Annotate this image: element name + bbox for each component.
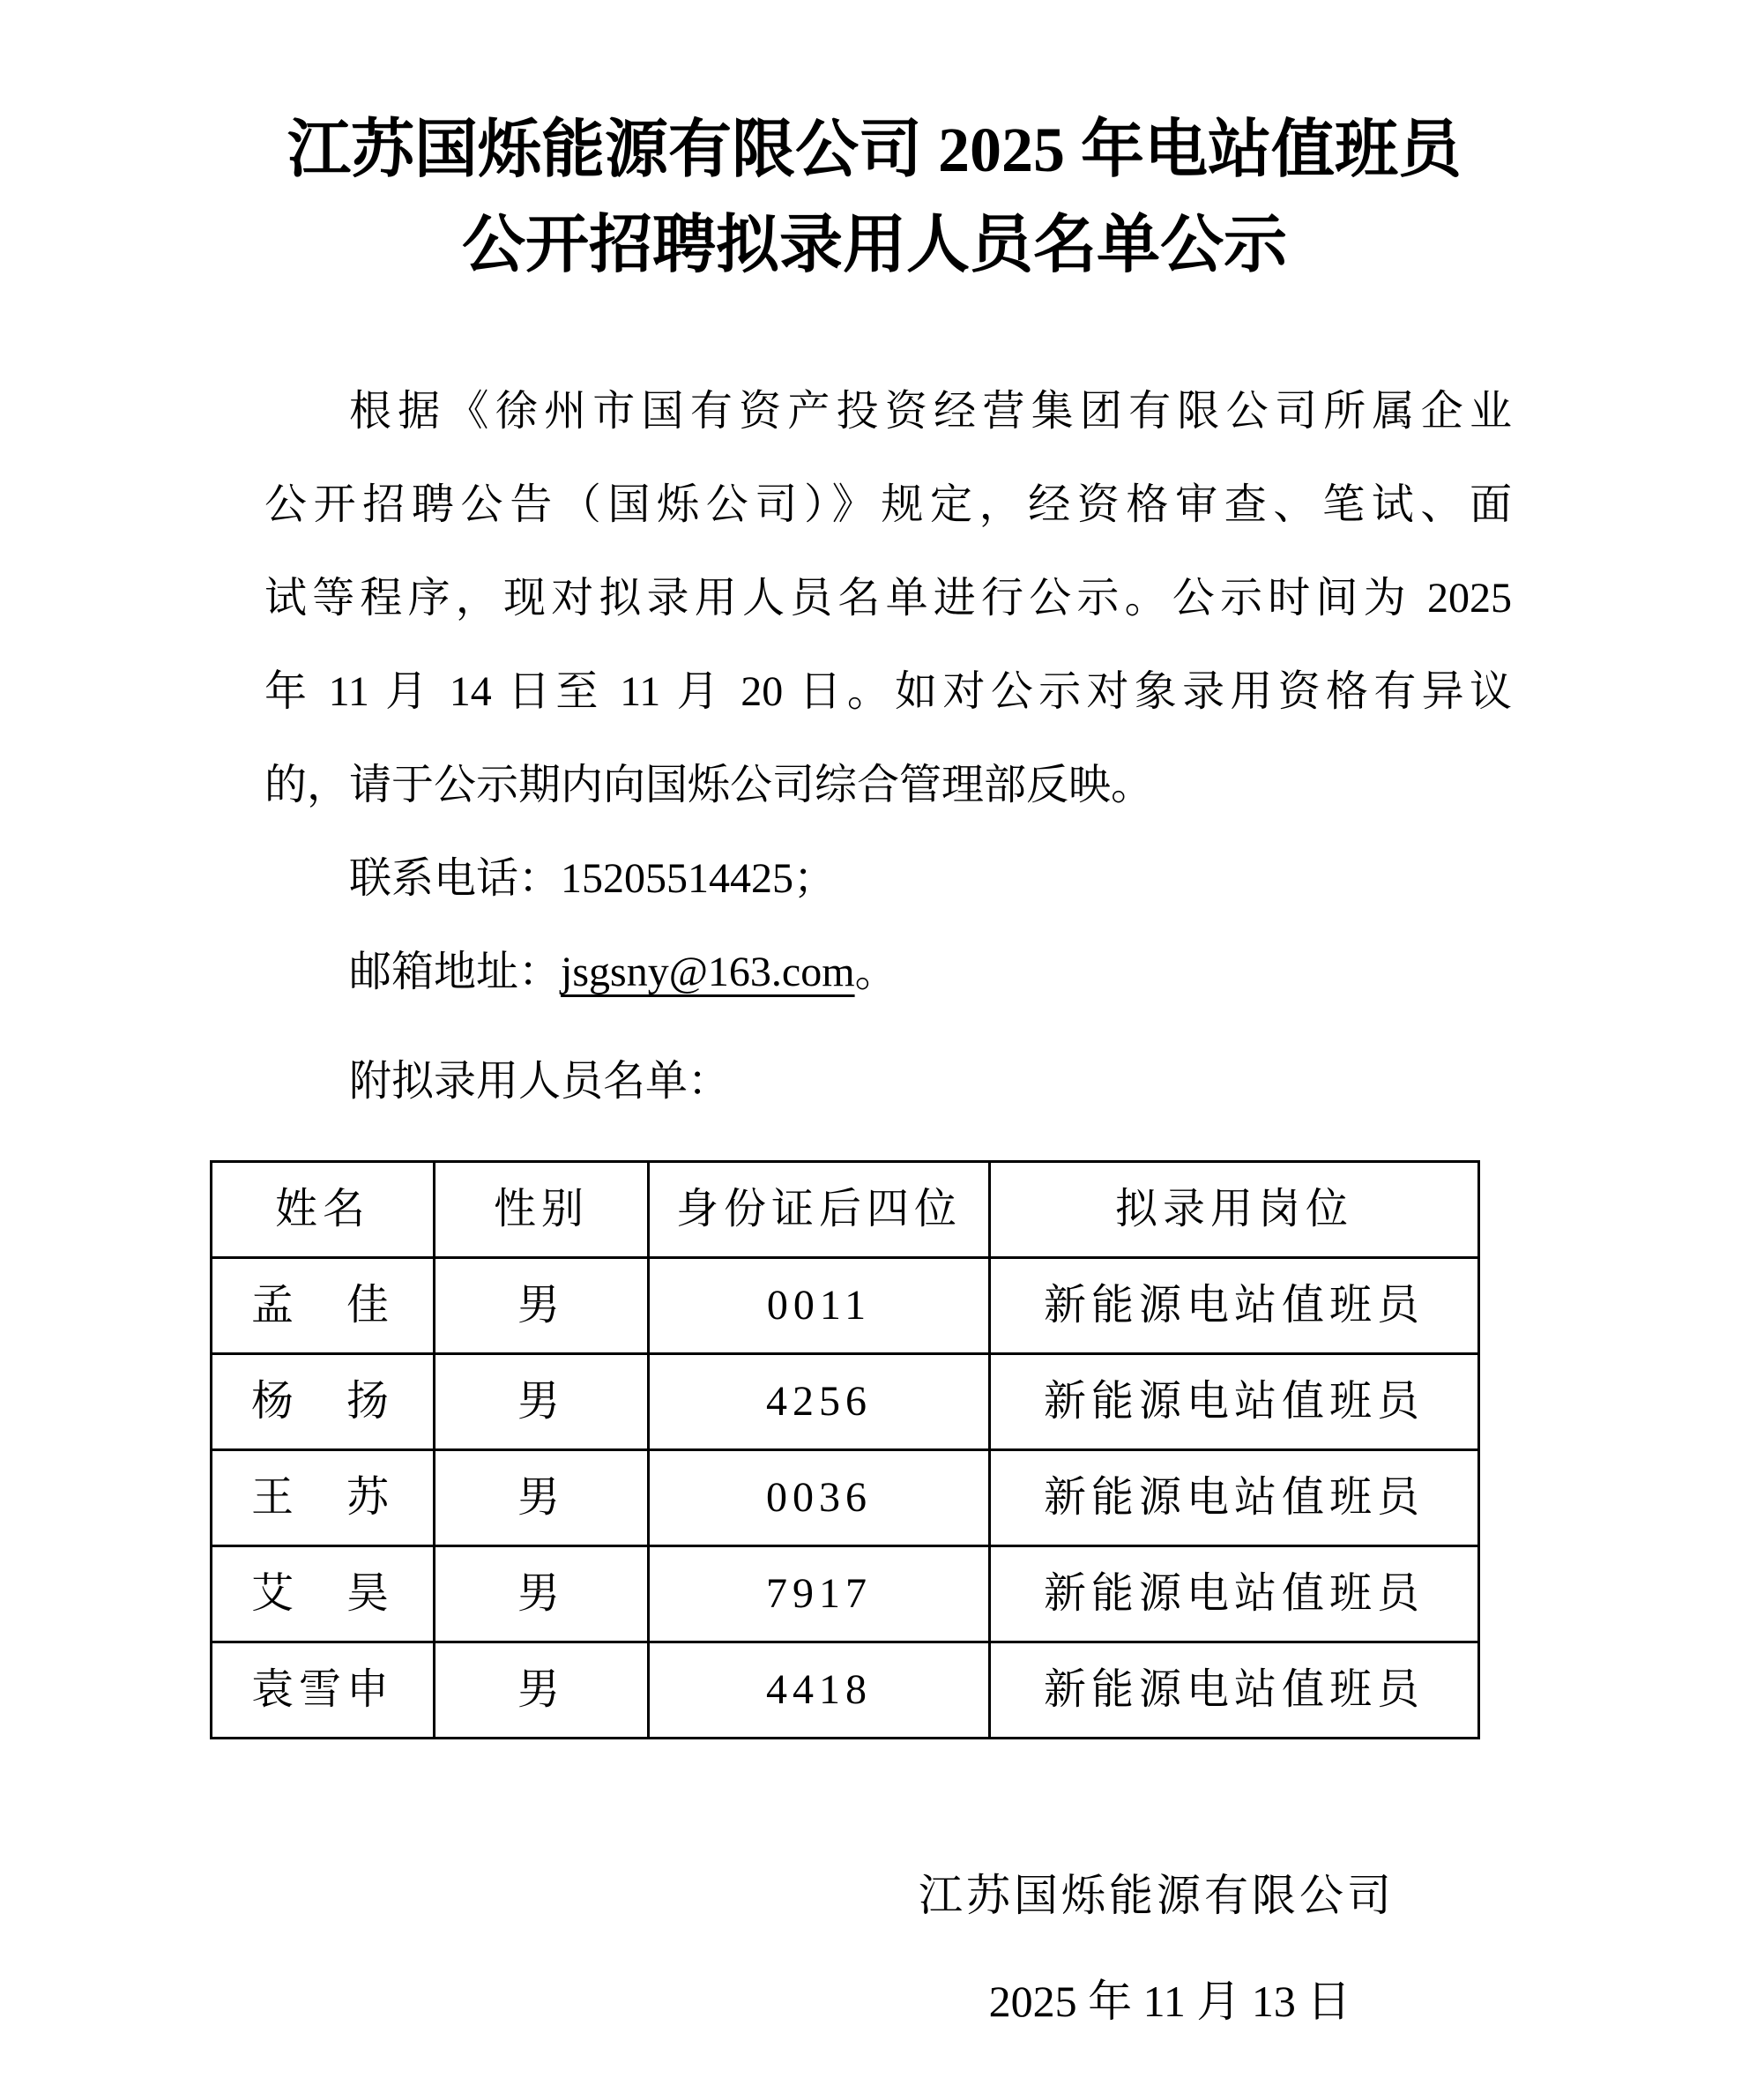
title-line-1: 江苏国烁能源有限公司 2025 年电站值班员 [287, 115, 1462, 185]
header-cell-position: 拟录用岗位 [990, 1162, 1479, 1258]
cell-id-last4: 0011 [649, 1258, 990, 1354]
cell-name: 艾 昊 [212, 1546, 435, 1642]
cell-gender: 男 [435, 1546, 649, 1642]
table-row [212, 1450, 1479, 1546]
cell-name: 袁雪申 [212, 1642, 435, 1739]
cell-gender: 男 [435, 1642, 649, 1739]
cell-name: 孟 佳 [212, 1258, 435, 1354]
attachment-heading: 附拟录用人员名单： [349, 1058, 731, 1105]
table-row [212, 1642, 1479, 1739]
cell-name: 王 苏 [212, 1450, 435, 1546]
cell-position: 新能源电站值班员 [990, 1642, 1479, 1739]
cell-position: 新能源电站值班员 [990, 1546, 1479, 1642]
email-label: 邮箱地址： [349, 949, 562, 995]
body-line: 的，请于公示期内向国烁公司综合管理部反映。 [264, 762, 1154, 808]
document-title [0, 0, 1749, 293]
signature-company: 江苏国烁能源有限公司 [919, 1871, 1395, 1920]
body-line: 公开招聘公告（国烁公司）》规定，经资格审查、笔试、面 [264, 481, 1512, 528]
proposed-hires-table [210, 1160, 1480, 1739]
title-line-2: 公开招聘拟录用人员名单公示 [461, 210, 1287, 280]
cell-id-last4: 0036 [649, 1450, 990, 1546]
body-line: 根据《徐州市国有资产投资经营集团有限公司所属企业 [349, 388, 1512, 435]
signature-date: 2025 年 11 月 13 日 [988, 1977, 1351, 2026]
cell-position: 新能源电站值班员 [990, 1258, 1479, 1354]
header-cell-name: 姓名 [212, 1162, 435, 1258]
cell-position: 新能源电站值班员 [990, 1354, 1479, 1450]
cell-id-last4: 4256 [649, 1354, 990, 1450]
cell-gender: 男 [435, 1258, 649, 1354]
table-row [212, 1546, 1479, 1642]
cell-gender: 男 [435, 1450, 649, 1546]
table-header-row [212, 1162, 1479, 1258]
contact-email-line [264, 926, 1512, 1019]
header-cell-id-last4: 身份证后四位 [649, 1162, 990, 1258]
email-suffix: 。 [854, 949, 897, 995]
cell-id-last4: 4418 [649, 1642, 990, 1739]
document-body [250, 365, 1512, 1739]
table-row [212, 1354, 1479, 1450]
cell-gender: 男 [435, 1354, 649, 1450]
body-line: 年 11 月 14 日至 11 月 20 日。如对公示对象录用资格有异议 [264, 668, 1512, 715]
table-row [212, 1258, 1479, 1354]
cell-name: 杨 扬 [212, 1354, 435, 1450]
cell-id-last4: 7917 [649, 1546, 990, 1642]
body-line: 试等程序，现对拟录用人员名单进行公示。公示时间为 2025 [264, 575, 1512, 622]
email-link[interactable]: jsgsny@163.com [561, 949, 855, 995]
cell-position: 新能源电站值班员 [990, 1450, 1479, 1546]
header-cell-gender: 性别 [435, 1162, 649, 1258]
contact-phone-line: 联系电话：15205514425； [349, 855, 837, 902]
